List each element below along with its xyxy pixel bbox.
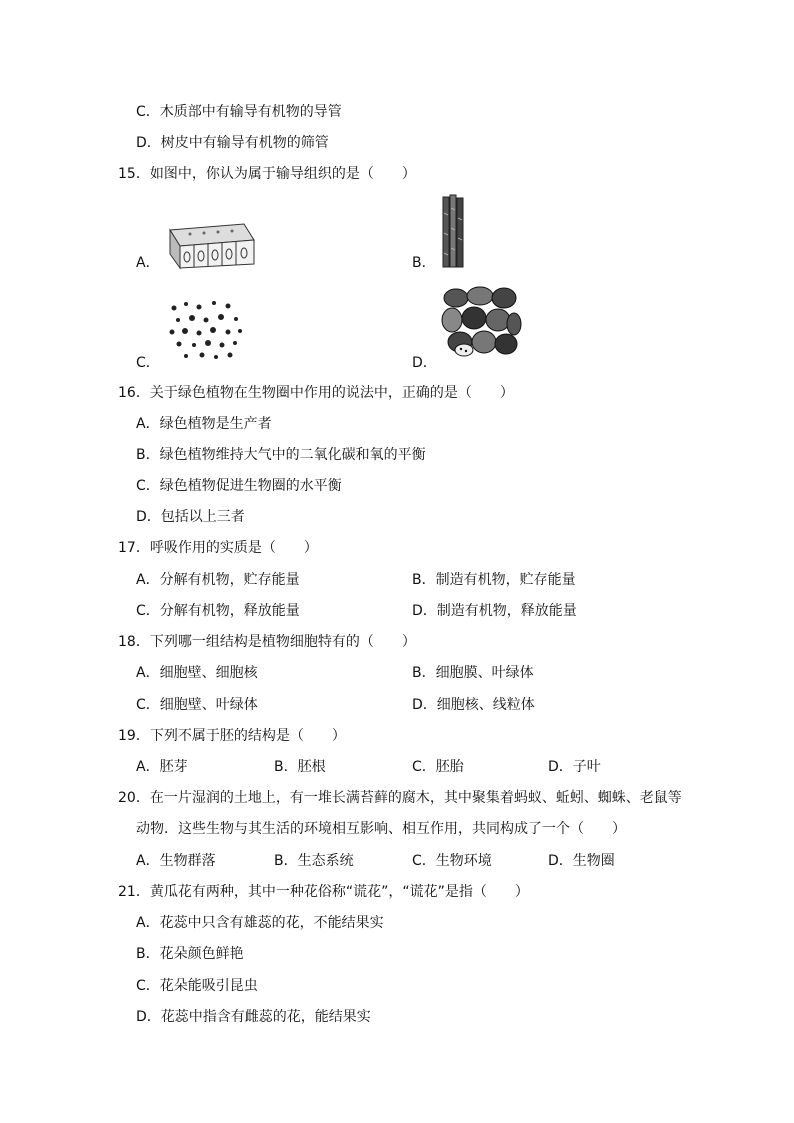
question-18-stem: 18．下列哪一组结构是植物细胞特有的（ ）: [118, 634, 416, 650]
scattered-cells-drawing: [166, 298, 246, 362]
q16-option-b: B．绿色植物维持大气中的二氧化碳和氧的平衡: [136, 447, 426, 463]
q21-option-b: B．花朵颜色鲜艳: [136, 946, 244, 962]
q18-option-b: B．细胞膜、叶绿体: [412, 665, 534, 681]
q15-label-a: A．: [136, 255, 160, 271]
question-20-stem-line1: 20．在一片湿润的土地上，有一堆长满苔藓的腐木，其中聚集着蚂蚁、蚯蚓、蜘蛛、老鼠等: [118, 790, 682, 806]
parenchyma-cells-drawing: [440, 284, 522, 360]
q16-option-c: C．绿色植物促进生物圈的水平衡: [136, 478, 342, 494]
question-19-stem: 19．下列不属于胚的结构是（ ）: [118, 728, 346, 744]
question-15-stem: 15．如图中，你认为属于输导组织的是（ ）: [118, 166, 416, 182]
q16-option-a: A．绿色植物是生产者: [136, 416, 272, 432]
q16-option-d: D．包括以上三者: [136, 509, 245, 525]
q17-option-c: C．分解有机物，释放能量: [136, 603, 300, 619]
q15-label-d: D．: [412, 355, 437, 371]
question-17-stem: 17．呼吸作用的实质是（ ）: [118, 540, 318, 556]
q15-label-c: C．: [136, 355, 160, 371]
q20-option-c: C．生物环境: [412, 853, 492, 869]
option-c: C．木质部中有输导有机物的导管: [136, 104, 342, 120]
q20-option-d: D．生物圈: [548, 853, 615, 869]
q21-option-a: A．花蕊中只含有雄蕊的花，不能结果实: [136, 915, 384, 931]
q19-option-b: B．胚根: [274, 759, 326, 775]
epidermal-tissue-block-drawing: [166, 220, 258, 270]
q20-option-b: B．生态系统: [274, 853, 354, 869]
q17-option-d: D．制造有机物，释放能量: [412, 603, 577, 619]
q20-option-a: A．生物群落: [136, 853, 216, 869]
q21-option-d: D．花蕊中指含有雌蕊的花，能结果实: [136, 1009, 371, 1025]
q18-option-a: A．细胞壁、细胞核: [136, 665, 258, 681]
q18-option-d: D．细胞核、线粒体: [412, 697, 535, 713]
vessel-tubes-drawing: [440, 193, 466, 269]
q17-option-b: B．制造有机物，贮存能量: [412, 572, 576, 588]
option-d: D．树皮中有输导有机物的筛管: [136, 135, 329, 151]
q21-option-c: C．花朵能吸引昆虫: [136, 978, 258, 994]
q19-option-a: A．胚芽: [136, 759, 188, 775]
q18-option-c: C．细胞壁、叶绿体: [136, 697, 258, 713]
question-21-stem: 21．黄瓜花有两种，其中一种花俗称“谎花”，“谎花”是指（ ）: [118, 884, 529, 900]
question-16-stem: 16．关于绿色植物在生物圈中作用的说法中，正确的是（ ）: [118, 385, 514, 401]
question-20-stem-line2: 动物．这些生物与其生活的环境相互影响、相互作用，共同构成了一个（ ）: [136, 821, 626, 837]
q19-option-c: C．胚胎: [412, 759, 464, 775]
q17-option-a: A．分解有机物，贮存能量: [136, 572, 300, 588]
q15-label-b: B．: [412, 255, 436, 271]
q19-option-d: D．子叶: [548, 759, 601, 775]
